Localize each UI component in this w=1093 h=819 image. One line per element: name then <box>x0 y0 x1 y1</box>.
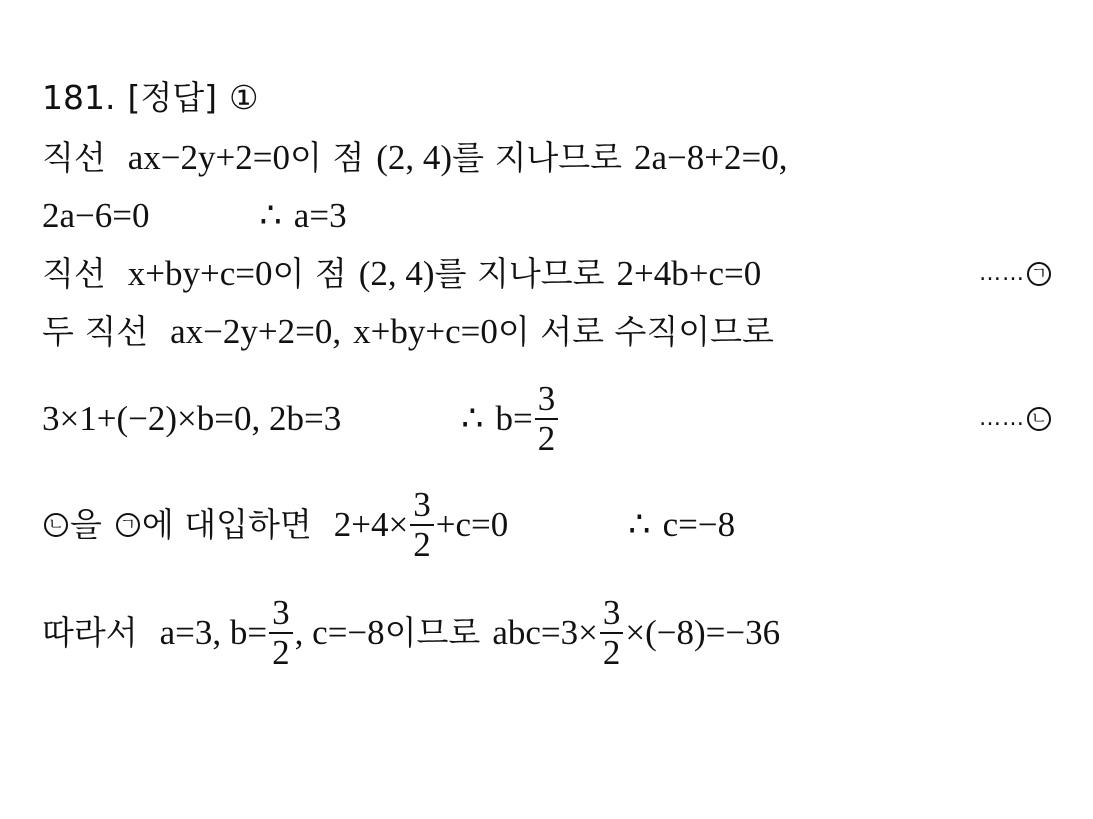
equation: ax−2y+2=0 <box>127 138 291 177</box>
text: 이 점 <box>290 138 365 177</box>
text: 이므로 <box>384 613 481 652</box>
numerator: 3 <box>413 485 431 524</box>
result: c=−8 <box>662 505 736 544</box>
equation: b= <box>495 399 533 438</box>
numerator: 3 <box>272 593 290 632</box>
equation: abc=3× <box>492 613 598 652</box>
circled-nieun-marker: ㄴ <box>1027 407 1051 431</box>
solution-line-5 <box>42 378 1053 460</box>
circled-giyeok-marker: ㄱ <box>1027 262 1051 286</box>
denominator: 2 <box>413 525 431 564</box>
text: 을 <box>70 505 102 544</box>
circled-nieun-marker: ㄴ <box>44 513 68 537</box>
denominator: 2 <box>537 419 556 458</box>
equation: 2a−8+2=0, <box>633 138 788 177</box>
therefore-symbol: ∴ <box>461 399 484 438</box>
problem-number: 181. <box>42 78 116 117</box>
numerator: 3 <box>537 379 556 418</box>
fraction <box>535 380 559 458</box>
problem-header <box>42 78 1053 118</box>
equation: a=3, b= <box>159 613 268 652</box>
solution-line-6 <box>42 484 1053 566</box>
text: 를 지나므로 <box>452 138 622 177</box>
fraction <box>269 594 293 672</box>
answer-label: [정답] <box>127 78 217 117</box>
equation: +c=0 <box>435 505 509 544</box>
equation: ax−2y+2=0, <box>170 312 342 351</box>
equation: 2a−6=0 <box>42 196 150 235</box>
text: 직선 <box>42 138 106 177</box>
solution-line-3 <box>42 254 1053 294</box>
fraction <box>410 486 434 564</box>
answer-choice: ① <box>229 78 259 117</box>
therefore-symbol: ∴ <box>628 505 651 544</box>
fraction <box>600 594 624 672</box>
text: 를 지나므로 <box>434 254 605 293</box>
therefore-symbol: ∴ <box>259 196 282 235</box>
solution-line-1 <box>42 138 1053 178</box>
result: a=3 <box>293 196 347 235</box>
text: 에 대입하면 <box>141 505 312 544</box>
equation: , c=−8 <box>294 613 385 652</box>
solution-line-2 <box>42 196 1053 236</box>
equation: 3×1+(−2)×b=0, 2b=3 <box>42 399 342 438</box>
equation: 2+4× <box>333 505 409 544</box>
leader-dots: …… <box>979 261 1025 286</box>
equation: 2+4b+c=0 <box>616 254 762 293</box>
text: 두 직선 <box>42 312 149 351</box>
denominator: 2 <box>602 633 621 672</box>
text: 이 서로 수직이므로 <box>497 312 774 351</box>
numerator: 3 <box>602 593 621 632</box>
denominator: 2 <box>272 633 290 672</box>
solution-line-7 <box>42 592 1053 674</box>
equation: x+by+c=0 <box>353 312 498 351</box>
point: (2, 4) <box>358 254 435 293</box>
solution-line-4 <box>42 312 1053 352</box>
point: (2, 4) <box>376 138 453 177</box>
text: 직선 <box>42 254 106 293</box>
equation: ×(−8)=−36 <box>625 613 781 652</box>
text: 따라서 <box>42 613 138 652</box>
text: 이 점 <box>272 254 347 293</box>
circled-giyeok-marker: ㄱ <box>116 513 140 537</box>
leader-dots: …… <box>979 406 1025 431</box>
equation: x+by+c=0 <box>127 254 273 293</box>
